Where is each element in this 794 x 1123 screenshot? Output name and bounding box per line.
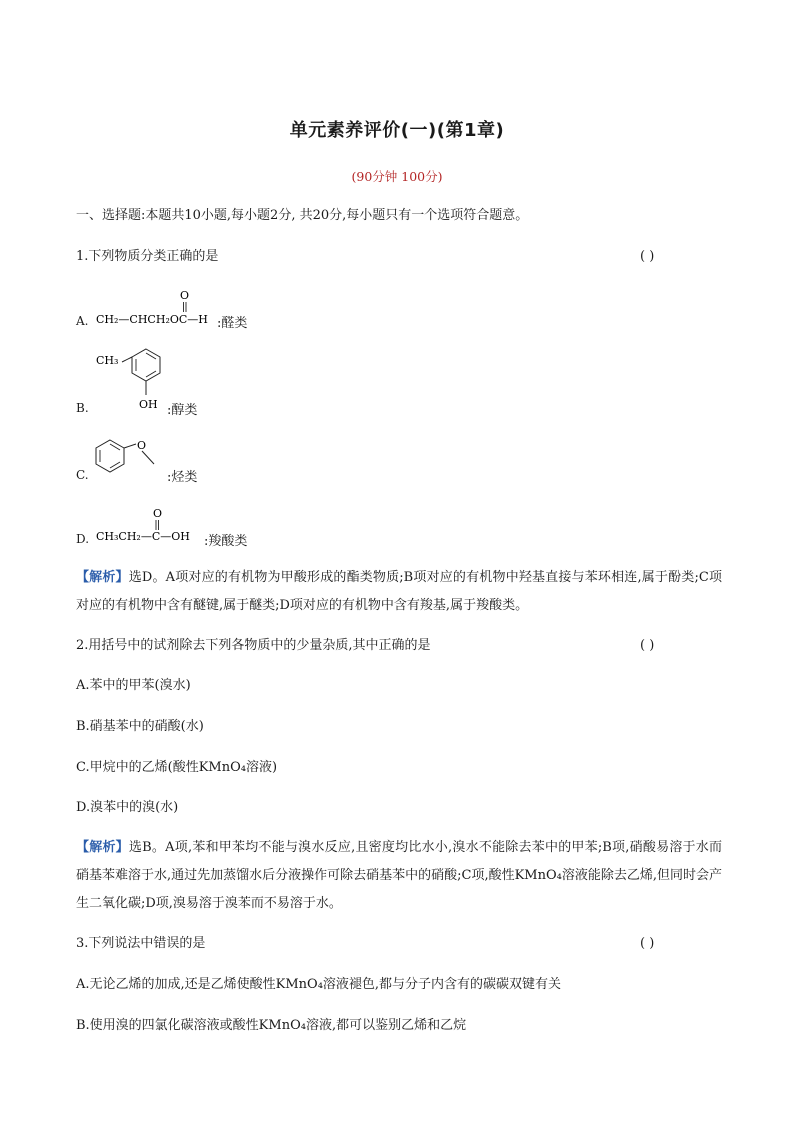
question-2-stem: 2.用括号中的试剂除去下列各物质中的少量杂质,其中正确的是 — [76, 638, 431, 653]
option-a-structure — [94, 286, 224, 330]
option-a-class: :醛类 — [217, 316, 248, 331]
option-d-structure — [94, 504, 204, 548]
option-b-class: :醇类 — [167, 403, 198, 418]
page-subtitle: (90分钟 100分) — [351, 169, 443, 184]
option-b-methyl: CH₃ — [96, 354, 119, 367]
option-b-structure — [94, 343, 174, 415]
option-b-letter: B. — [76, 401, 89, 415]
analysis-tag: 【解析】 — [76, 840, 129, 855]
analysis-q1 — [76, 564, 722, 620]
question-3-stem: 3.下列说法中错误的是 — [76, 936, 206, 951]
option-c-structure — [94, 436, 174, 484]
answer-paren: ( ) — [640, 638, 655, 653]
option-d-letter: D. — [76, 532, 90, 546]
page-title: 单元素养评价(一)(第1章) — [289, 120, 505, 141]
question-1-stem: 1.下列物质分类正确的是 — [76, 249, 219, 264]
option-d-class: :羧酸类 — [204, 534, 248, 549]
option-b-hydroxyl: OH — [139, 398, 158, 411]
analysis-text: 选D。A项对应的有机物为甲酸形成的酯类物质;B项对应的有机物中羟基直接与苯环相连,属于酚类;C项对应的有机物中含有醚键,属于醚类;D项对应的有机物中含有羧基,属于羧酸类。 — [76, 570, 722, 613]
option-d-oxygen: O — [153, 507, 163, 520]
q2-option-d: D.溴苯中的溴(水) — [76, 800, 179, 815]
option-c-letter: C. — [76, 468, 89, 482]
option-a-letter: A. — [76, 314, 89, 328]
option-a-oxygen: O — [180, 289, 190, 302]
option-a-formula: CH₂—CHCH₂OC—H — [96, 313, 208, 326]
q2-option-a: A.苯中的甲苯(溴水) — [76, 678, 191, 693]
q2-option-c: C.甲烷中的乙烯(酸性KMnO₄溶液) — [76, 760, 278, 775]
answer-paren: ( ) — [640, 249, 655, 264]
analysis-q2 — [76, 834, 722, 918]
option-c-class: :烃类 — [167, 470, 198, 485]
q3-option-b: B.使用溴的四氯化碳溶液或酸性KMnO₄溶液,都可以鉴别乙烯和乙烷 — [76, 1018, 467, 1033]
analysis-tag: 【解析】 — [76, 570, 129, 585]
q2-option-b: B.硝基苯中的硝酸(水) — [76, 719, 204, 734]
option-d-formula: CH₃CH₂—C—OH — [96, 530, 190, 543]
section-heading: 一、选择题:本题共10小题,每小题2分, 共20分,每小题只有一个选项符合题意。 — [76, 208, 529, 223]
answer-paren: ( ) — [640, 936, 655, 951]
q3-option-a: A.无论乙烯的加成,还是乙烯使酸性KMnO₄溶液褪色,都与分子内含有的碳碳双键有关 — [76, 977, 562, 992]
option-c-oxygen: O — [137, 439, 147, 452]
analysis-text: 选B。A项,苯和甲苯均不能与溴水反应,且密度均比水小,溴水不能除去苯中的甲苯;B项,硝酸易溶于水而硝基苯难溶于水,通过先加蒸馏水后分液操作可除去硝基苯中的硝酸;C项,酸性KMnO₄溶液能除去乙烯,但同时会产生二氧化碳;D项,溴易溶于溴苯而不易溶于水。 — [76, 840, 722, 911]
